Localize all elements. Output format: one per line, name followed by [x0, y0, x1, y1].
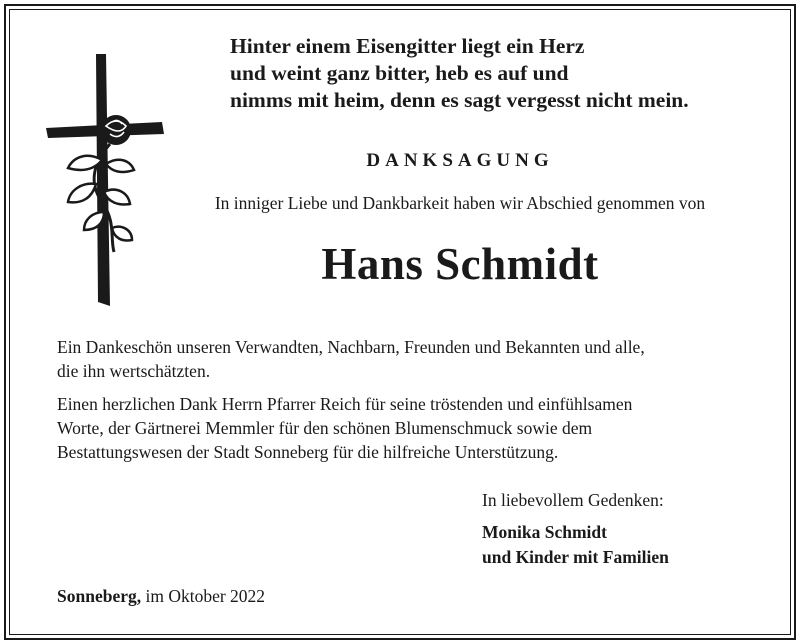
paragraph-line: die ihn wertschätzten. [57, 361, 211, 381]
thanks-paragraph-2 [57, 392, 757, 464]
intro-text: In inniger Liebe und Dankbarkeit haben wir Abschied genommen von [214, 193, 706, 213]
place-date-text: im Oktober 2022 [145, 586, 266, 606]
signer-name: Monika Schmidt [482, 522, 607, 542]
place-date [57, 586, 265, 607]
verse-line: und weint ganz bitter, heb es auf und [230, 61, 569, 85]
paragraph-line: Ein Dankeschön unseren Verwandten, Nachbarn, Freunden und Bekannten und alle, [57, 337, 645, 357]
closing-phrase: In liebevollem Gedenken: [482, 490, 664, 510]
signer-family: und Kinder mit Familien [482, 547, 669, 567]
verse [230, 33, 770, 114]
paragraph-line: Bestattungswesen der Stadt Sonneberg für die hilfreiche Unterstützung. [57, 442, 559, 462]
place-city: Sonneberg, [57, 586, 142, 606]
verse-line: Hinter einem Eisengitter liegt ein Herz [230, 34, 585, 58]
signers [482, 520, 772, 570]
paragraph-line: Einen herzlichen Dank Herrn Pfarrer Reich für seine tröstenden und einfühlsamen [57, 394, 633, 414]
thanks-paragraph-1 [57, 335, 757, 383]
cross-with-rose-icon [44, 52, 168, 308]
deceased-name: Hans Schmidt [321, 239, 599, 289]
paragraph-line: Worte, der Gärtnerei Memmler für den schönen Blumenschmuck sowie dem [57, 418, 593, 438]
verse-line: nimms mit heim, denn es sagt vergesst nicht mein. [230, 88, 689, 112]
heading: DANKSAGUNG [366, 150, 554, 171]
